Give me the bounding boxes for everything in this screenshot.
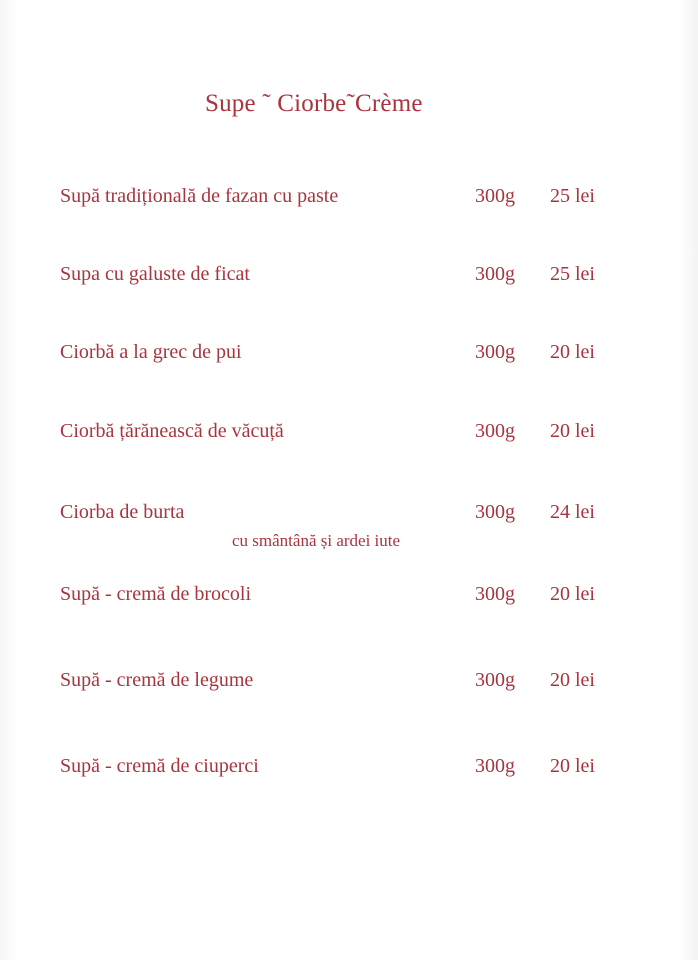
item-name: Supă tradițională de fazan cu paste	[60, 185, 339, 207]
item-weight: 300g	[475, 583, 515, 605]
menu-item	[0, 583, 698, 613]
menu-title: Supe ˜ Ciorbe˜Crème	[205, 90, 423, 117]
item-weight: 300g	[475, 669, 515, 691]
menu-item	[0, 420, 698, 450]
item-name: Ciorbă a la grec de pui	[60, 341, 242, 363]
menu-item	[0, 185, 698, 215]
menu-item	[0, 669, 698, 699]
menu-item	[0, 263, 698, 293]
menu-item	[0, 755, 698, 785]
item-weight: 300g	[475, 263, 515, 285]
item-name: Supă - cremă de legume	[60, 669, 254, 691]
menu-item	[0, 341, 698, 371]
item-weight: 300g	[475, 501, 515, 523]
item-name: Supă - cremă de brocoli	[60, 583, 252, 605]
item-note: cu smântână și ardei iute	[232, 531, 401, 550]
menu-item	[0, 501, 698, 561]
item-name: Ciorba de burta	[60, 501, 185, 523]
item-weight: 300g	[475, 755, 515, 777]
item-price: 25 lei	[550, 185, 595, 207]
item-price: 20 lei	[550, 420, 595, 442]
item-name: Supă - cremă de ciuperci	[60, 755, 259, 777]
item-weight: 300g	[475, 185, 515, 207]
item-price: 20 lei	[550, 755, 595, 777]
item-name: Ciorbă țărănească de văcuță	[60, 420, 284, 442]
item-price: 20 lei	[550, 341, 595, 363]
item-weight: 300g	[475, 420, 515, 442]
item-price: 20 lei	[550, 669, 595, 691]
item-weight: 300g	[475, 341, 515, 363]
item-name: Supa cu galuste de ficat	[60, 263, 250, 285]
item-price: 20 lei	[550, 583, 595, 605]
item-price: 25 lei	[550, 263, 595, 285]
item-price: 24 lei	[550, 501, 595, 523]
